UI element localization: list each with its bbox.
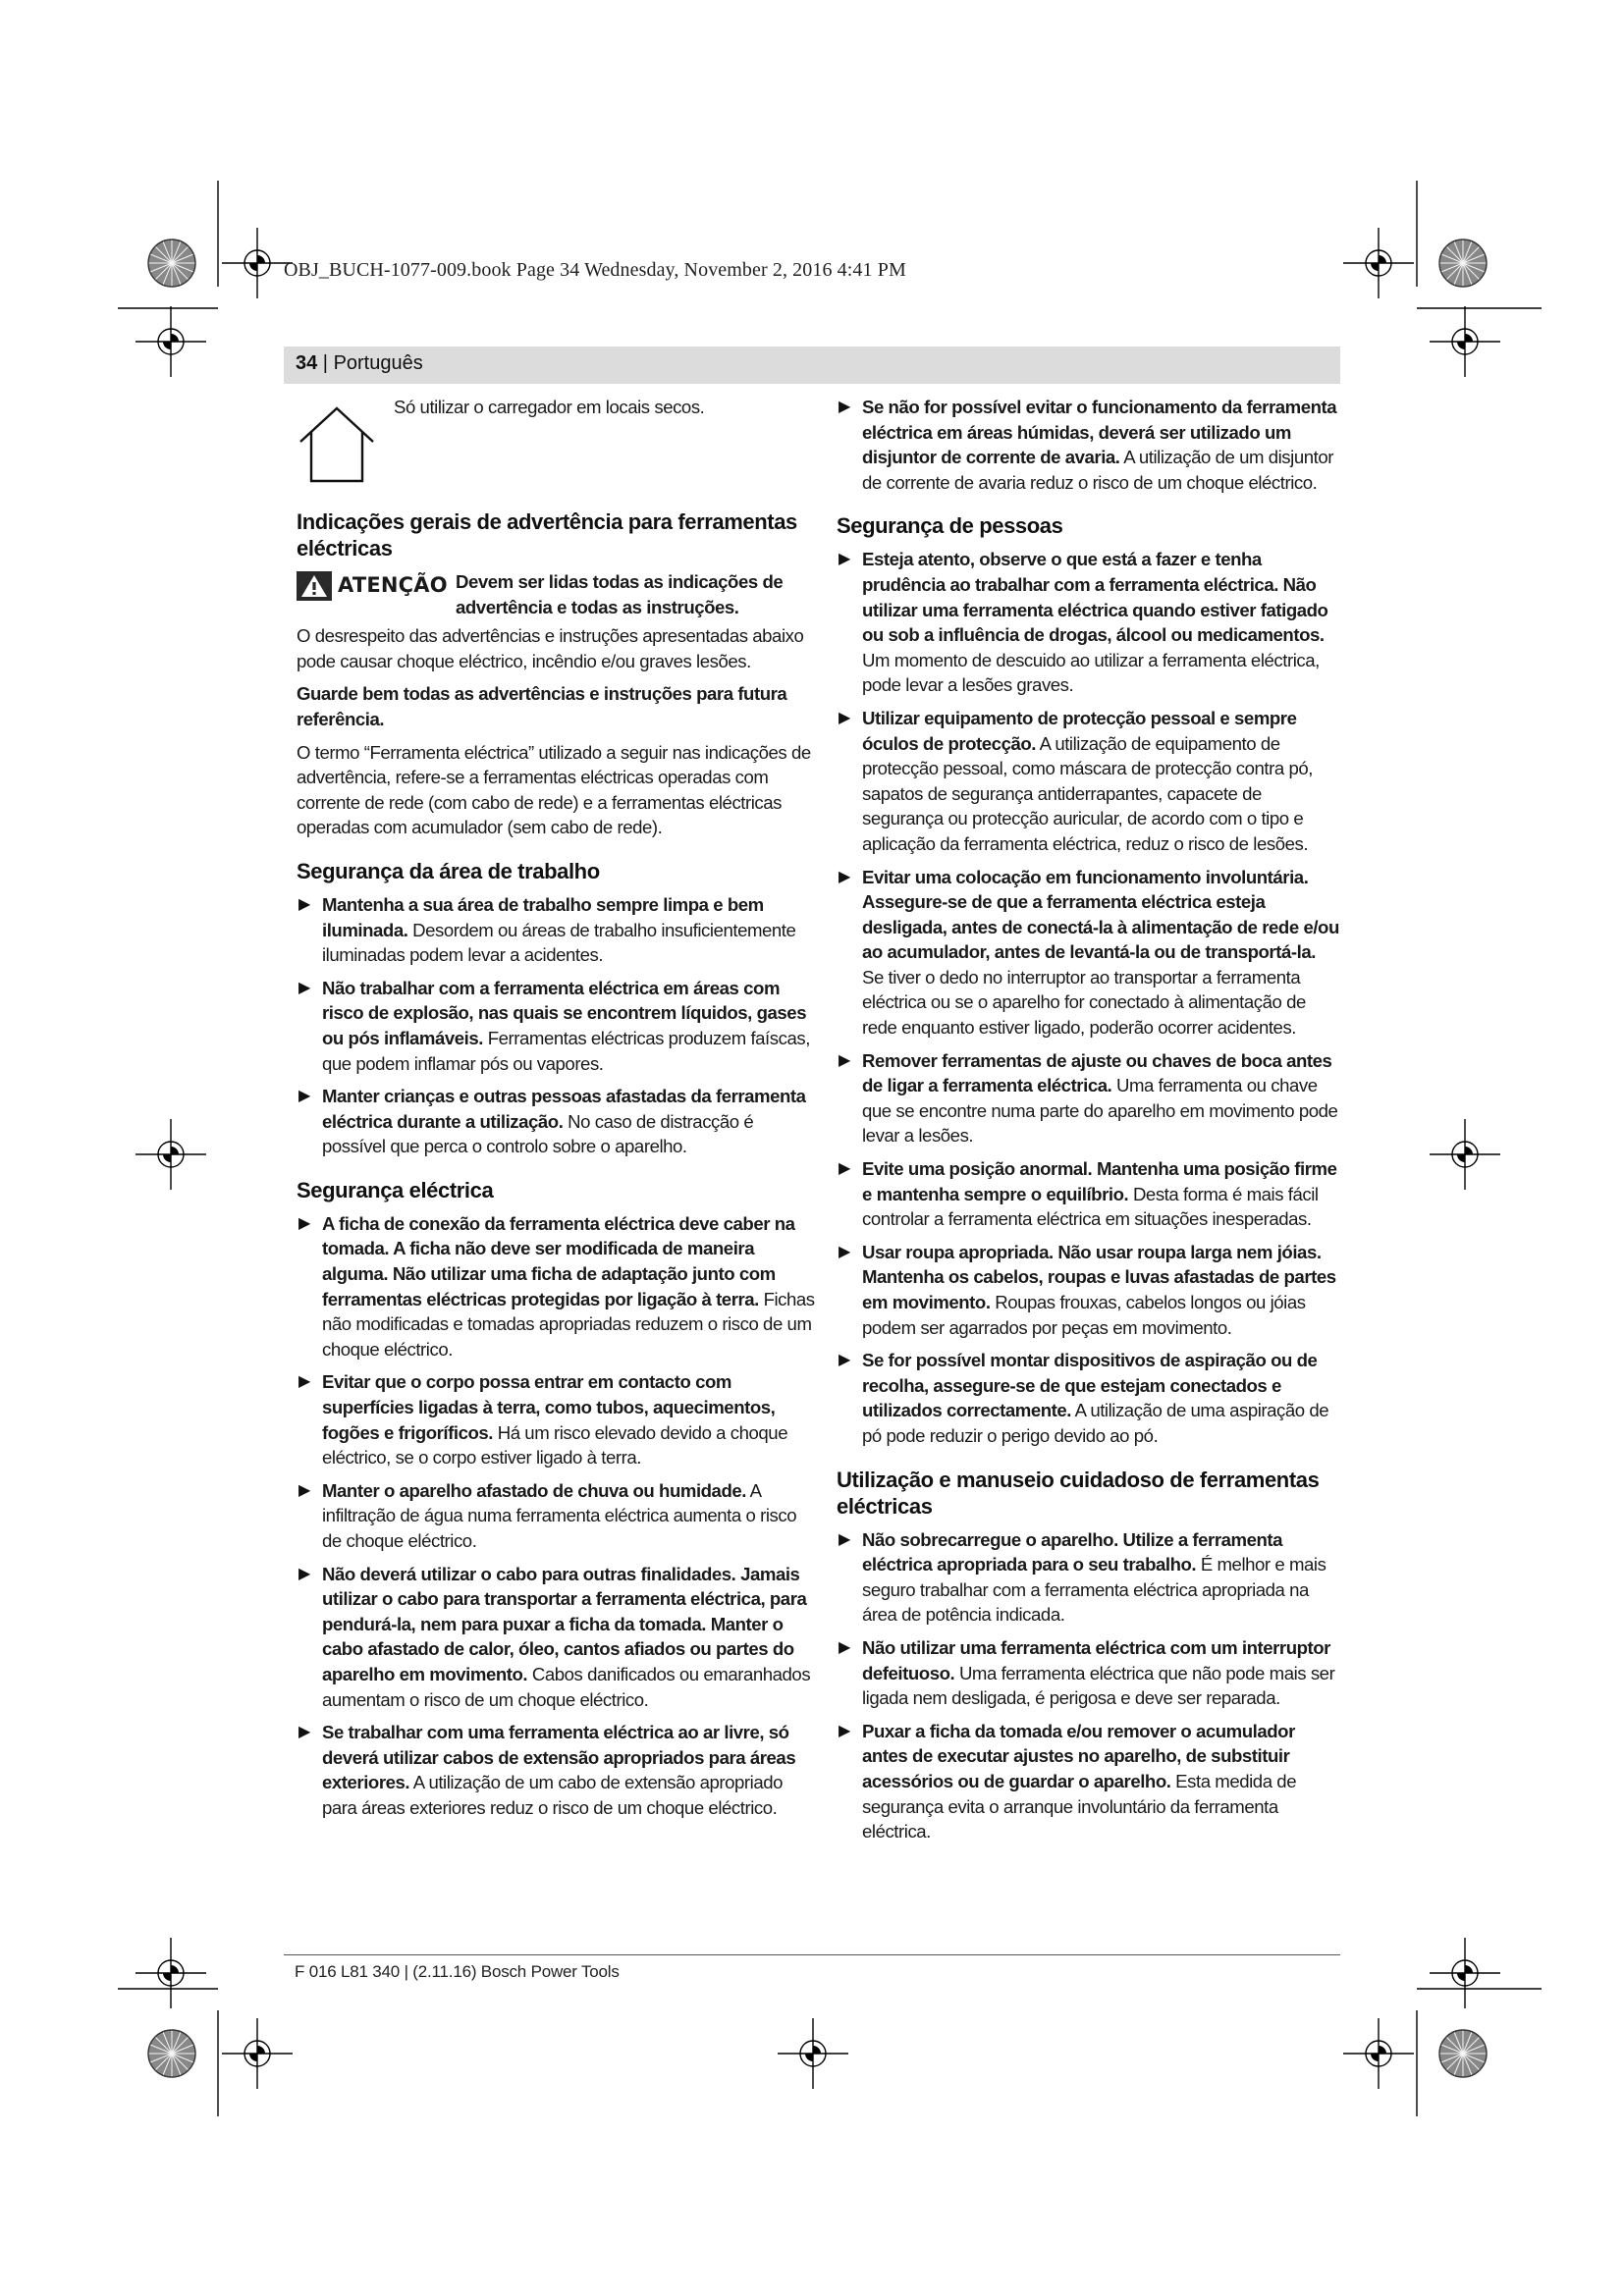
personal-safety-heading: Segurança de pessoas: [837, 513, 1063, 539]
general-paragraph-3: O termo “Ferramenta eléctrica” utilizado a seguir nas indicações de advertência, refere-se a ferramentas eléctricas operadas com corrente de rede (com cabo de rede) e a ferramentas eléctricas operadas com acumulador (sem cabo de rede).: [297, 741, 811, 838]
item-bold: Puxar a ficha da tomada e/ou remover o acumulador antes de executar ajustes no aparelho, de substituir acessórios ou de guardar o aparelho.: [862, 1720, 1295, 1791]
item-bold: Se for possível montar dispositivos de aspiração ou de recolha, assegure-se de que estejam conectados e utilizados correctamente.: [862, 1350, 1318, 1421]
header-language: Português: [333, 352, 423, 374]
footer-divider: [284, 1954, 1340, 1955]
item-bold: Utilizar equipamento de protecção pessoal e sempre óculos de protecção.: [862, 707, 1297, 754]
header-text: [296, 352, 423, 375]
bullet-arrow-icon: ▶: [298, 895, 310, 913]
bullet-arrow-icon: ▶: [298, 1724, 310, 1741]
personal-safety-section: [837, 512, 1341, 1448]
general-warnings-section: [297, 508, 815, 840]
item-text: Há um risco elevado devido a choque eléctrico, se o corpo estiver ligado à terra.: [322, 1421, 788, 1468]
list-item: [297, 1478, 815, 1554]
item-text: Esta medida de segurança evita o arranque involuntário da ferramenta eléctrica.: [862, 1770, 1297, 1842]
item-text: A utilização de equipamento de protecção pessoal, como máscara de protecção contra pó, sapatos de segurança antiderrapantes, capacete de segurança ou protecção auricular, de acordo com o tipo e aplicação da ferramenta eléctrica, reduz o risco de lesões.: [862, 732, 1313, 854]
list-item: [297, 1084, 815, 1159]
right-column: [837, 395, 1341, 1852]
electrical-safety-heading: Segurança eléctrica: [297, 1177, 494, 1202]
item-text: Uma ferramenta eléctrica que não pode mais ser ligada nem desligada, é perigosa e deve ser reparada.: [862, 1662, 1335, 1709]
item-text: Fichas não modificadas e tomadas apropriadas reduzem o risco de um choque eléctrico.: [322, 1288, 815, 1360]
bullet-arrow-icon: ▶: [839, 1530, 850, 1548]
bullet-arrow-icon: ▶: [839, 1160, 850, 1178]
bullet-arrow-icon: ▶: [839, 1722, 850, 1739]
header-separator: |: [317, 352, 334, 374]
list-item: [837, 1348, 1341, 1448]
page-header: [284, 347, 1340, 384]
item-text: Desordem ou áreas de trabalho insuficientemente iluminadas podem levar a acidentes.: [322, 919, 796, 966]
item-text: A infiltração de água numa ferramenta eléctrica aumenta o risco de choque eléctrico.: [322, 1479, 797, 1551]
bullet-arrow-icon: ▶: [839, 1352, 850, 1369]
item-text: No caso de distracção é possível que perca o controlo sobre o aparelho.: [322, 1110, 754, 1157]
list-item: [297, 1562, 815, 1713]
indoor-use-text: Só utilizar o carregador em locais secos.: [394, 397, 705, 417]
warning-text: Devem ser lidas todas as indicações de advertência e todas as instruções.: [456, 571, 784, 617]
general-warnings-heading: Indicações gerais de advertência para ferramentas eléctricas: [297, 509, 797, 561]
house-icon: [297, 402, 377, 485]
item-text: Cabos danificados ou emaranhados aumentam o risco de um choque eléctrico.: [322, 1663, 811, 1710]
list-item: [297, 1720, 815, 1820]
item-text: Roupas frouxas, cabelos longos ou jóias podem ser agarrados por peças em movimento.: [862, 1292, 1306, 1338]
work-area-section: [297, 858, 815, 1159]
item-text: É melhor e mais seguro trabalhar com a ferramenta eléctrica apropriada na área de potência indicada.: [862, 1554, 1326, 1626]
bullet-arrow-icon: ▶: [839, 709, 850, 726]
list-item: [837, 1240, 1341, 1340]
list-item: [837, 1048, 1341, 1148]
item-bold: Remover ferramentas de ajuste ou chaves de boca antes de ligar a ferramenta eléctrica.: [862, 1049, 1332, 1096]
bullet-arrow-icon: ▶: [839, 868, 850, 885]
item-bold: Mantenha a sua área de trabalho sempre limpa e bem iluminada.: [322, 893, 764, 940]
item-text: Se tiver o dedo no interruptor ao transportar a ferramenta eléctrica ou se o aparelho for conectado à alimentação de rede enquanto estiver ligado, poderão ocorrer acidentes.: [862, 966, 1306, 1039]
work-area-heading: Segurança da área de trabalho: [297, 858, 600, 883]
item-text: Desta forma é mais fácil controlar a ferramenta eléctrica em situações inesperadas.: [862, 1183, 1319, 1230]
general-paragraph-2: Guarde bem todas as advertências e instruções para futura referência.: [297, 683, 787, 729]
list-item: [837, 395, 1341, 495]
bullet-arrow-icon: ▶: [839, 1243, 850, 1260]
bullet-arrow-icon: ▶: [839, 1051, 850, 1069]
page-number: 34: [296, 352, 318, 374]
careful-use-list: [837, 1527, 1341, 1844]
item-bold: Esteja atento, observe o que está a fazer e tenha prudência ao trabalhar com a ferramenta eléctrica. Não utilizar uma ferramenta eléctrica quando estiver fatigado ou sob a influência de drogas, álcool ou medicamentos.: [862, 549, 1328, 646]
work-area-list: [297, 892, 815, 1159]
item-bold: Usar roupa apropriada. Não usar roupa larga nem jóias. Mantenha os cabelos, roupas e luvas afastadas de partes em movimento.: [862, 1241, 1336, 1312]
bullet-arrow-icon: ▶: [298, 1481, 310, 1499]
bullet-arrow-icon: ▶: [298, 979, 310, 996]
item-bold: Evite uma posição anormal. Mantenha uma posição firme e mantenha sempre o equilíbrio.: [862, 1158, 1337, 1204]
item-bold: Não trabalhar com a ferramenta eléctrica em áreas com risco de explosão, nas quais se encontrem líquidos, gases ou pós inflamáveis.: [322, 977, 807, 1048]
bullet-arrow-icon: ▶: [839, 551, 850, 568]
bullet-arrow-icon: ▶: [298, 1088, 310, 1105]
item-text: A utilização de um disjuntor de corrente de avaria reduz o risco de um choque eléctrico.: [862, 447, 1333, 493]
bullet-arrow-icon: ▶: [298, 1214, 310, 1232]
careful-use-section: [837, 1467, 1341, 1844]
warning-badge: [297, 571, 448, 601]
general-paragraph-1: O desrespeito das advertências e instruções apresentadas abaixo pode causar choque eléctrico, incêndio e/ou graves lesões.: [297, 625, 804, 671]
item-bold: Manter o aparelho afastado de chuva ou humidade.: [322, 1479, 746, 1501]
list-item: [297, 1369, 815, 1469]
bullet-arrow-icon: ▶: [839, 399, 850, 415]
electrical-safety-list: [297, 1211, 815, 1821]
bullet-arrow-icon: ▶: [298, 1565, 310, 1582]
warning-row: [297, 569, 815, 619]
item-text: A utilização de um cabo de extensão apropriado para áreas exteriores reduz o risco de um choque eléctrico.: [322, 1772, 784, 1818]
print-info: OBJ_BUCH-1077-009.book Page 34 Wednesday, November 2, 2016 4:41 PM: [284, 259, 906, 281]
list-item: [297, 892, 815, 968]
list-item: [297, 1211, 815, 1362]
list-item: [837, 706, 1341, 857]
electrical-safety-section: [297, 1177, 815, 1821]
bullet-arrow-icon: ▶: [298, 1373, 310, 1391]
warning-triangle-icon: [297, 571, 332, 601]
item-bold: Não utilizar uma ferramenta eléctrica com um interruptor defeituoso.: [862, 1636, 1330, 1683]
item-text: Uma ferramenta ou chave que se encontre numa parte do aparelho em movimento pode levar a lesões.: [862, 1075, 1338, 1147]
item-bold: Não deverá utilizar o cabo para outras finalidades. Jamais utilizar o cabo para transportar a ferramenta eléctrica, para pendurá-la, nem para puxar a ficha da tomada. Manter o cabo afastado de calor, óleo, cantos afiados ou partes do aparelho em movimento.: [322, 1563, 807, 1684]
item-bold: Evitar uma colocação em funcionamento involuntária. Assegure-se de que a ferramenta eléctrica esteja desligada, antes de conectá-la à alimentação de rede e/ou ao acumulador, antes de levantá-la ou de transportá-la.: [862, 866, 1339, 963]
item-bold: A ficha de conexão da ferramenta eléctrica deve caber na tomada. A ficha não deve ser modificada de maneira alguma. Não utilizar uma ficha de adaptação junto com ferramentas eléctricas protegidas por ligação à terra.: [322, 1212, 795, 1309]
personal-safety-list: [837, 547, 1341, 1448]
warning-word: ATENÇÃO: [338, 573, 448, 598]
list-item: [837, 1527, 1341, 1628]
item-bold: Manter crianças e outras pessoas afastadas da ferramenta eléctrica durante a utilização.: [322, 1086, 806, 1132]
indoor-use-block: [297, 395, 815, 491]
list-item: [837, 865, 1341, 1041]
item-bold: Evitar que o corpo possa entrar em contacto com superfícies ligadas à terra, como tubos, aquecimentos, fogões e frigoríficos.: [322, 1371, 776, 1443]
careful-use-heading: Utilização e manuseio cuidadoso de ferramentas eléctricas: [837, 1467, 1320, 1519]
list-item: [297, 976, 815, 1076]
list-item: [837, 547, 1341, 698]
left-column: [297, 395, 815, 1829]
item-text: A utilização de uma aspiração de pó pode reduzir o perigo devido ao pó.: [862, 1400, 1329, 1446]
item-text: Um momento de descuido ao utilizar a ferramenta eléctrica, pode levar a lesões graves.: [862, 649, 1320, 696]
item-bold: Se trabalhar com uma ferramenta eléctrica ao ar livre, só deverá utilizar cabos de extensão apropriados para áreas exteriores.: [322, 1722, 796, 1793]
rcd-list: [837, 395, 1341, 495]
item-text: Ferramentas eléctricas produzem faíscas, que podem inflamar pós ou vapores.: [322, 1027, 810, 1074]
item-bold: Não sobrecarregue o aparelho. Utilize a ferramenta eléctrica apropriada para o seu trabalho.: [862, 1528, 1283, 1575]
page-footer: F 016 L81 340 | (2.11.16) Bosch Power Tools: [295, 1962, 620, 1981]
list-item: [837, 1635, 1341, 1711]
item-bold: Se não for possível evitar o funcionamento da ferramenta eléctrica em áreas húmidas, deverá ser utilizado um disjuntor de corrente de avaria.: [862, 397, 1337, 468]
bullet-arrow-icon: ▶: [839, 1638, 850, 1656]
list-item: [837, 1156, 1341, 1232]
list-item: [837, 1719, 1341, 1844]
